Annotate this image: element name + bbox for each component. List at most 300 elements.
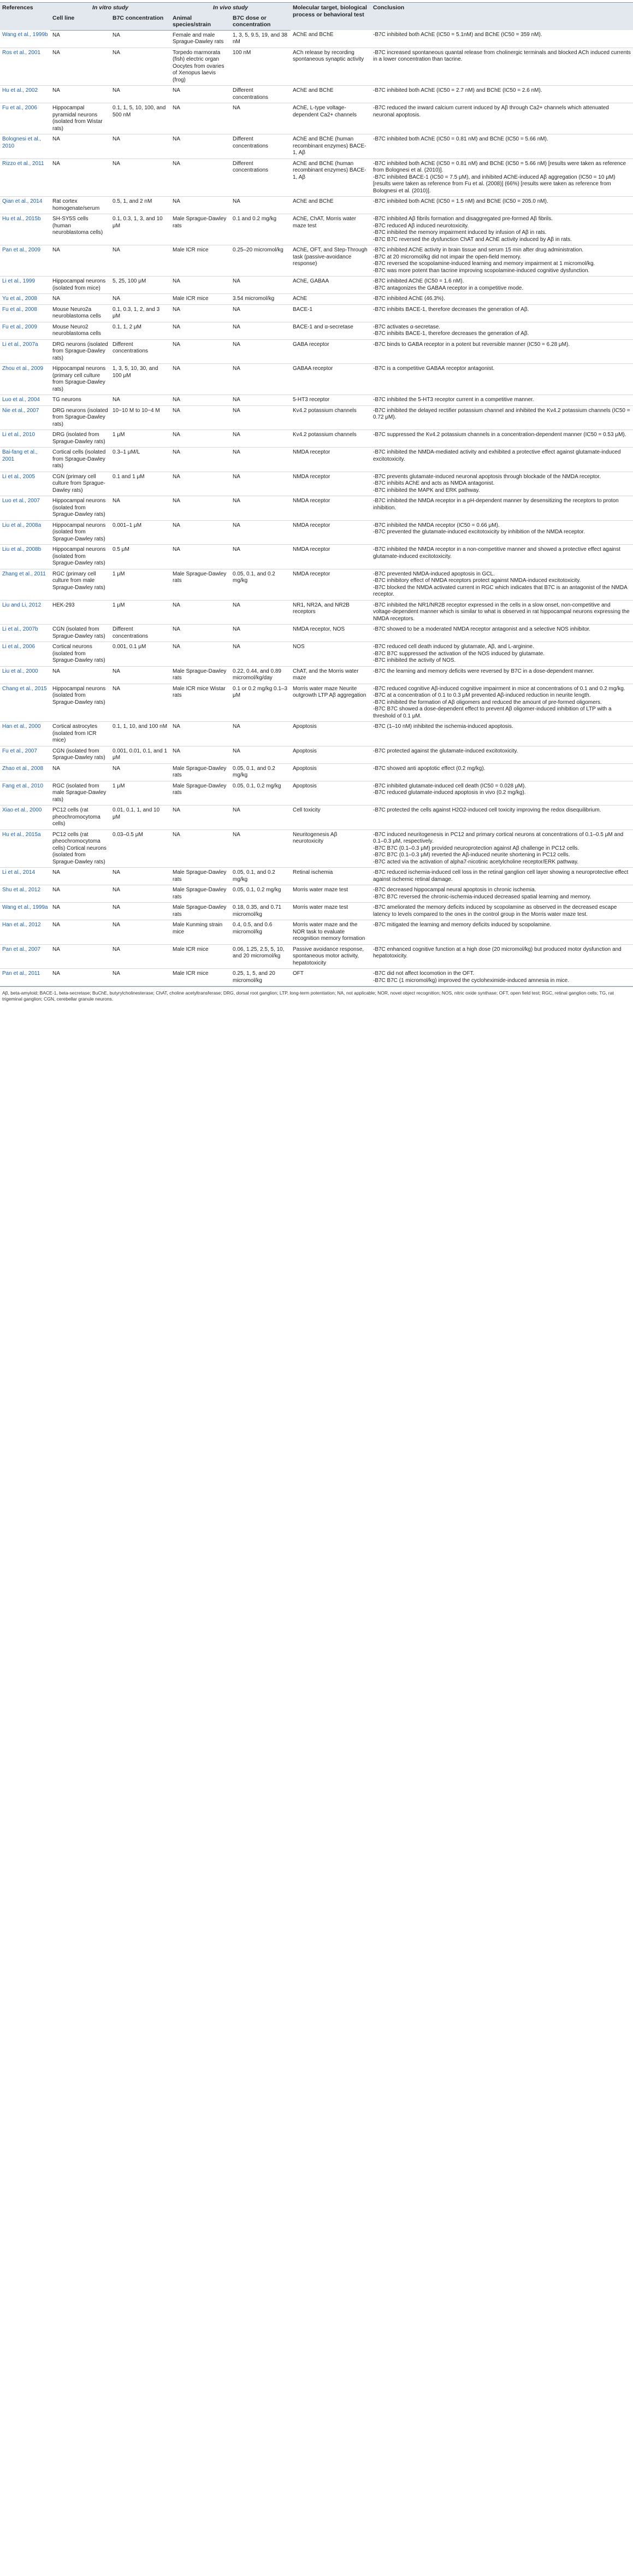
target-cell: Cell toxicity: [291, 805, 371, 830]
target-cell: AChE, ChAT, Morris water maze test: [291, 214, 371, 245]
cell-line-cell: NA: [50, 903, 110, 920]
reference-link[interactable]: Qian et al., 2014: [0, 197, 50, 214]
target-cell: OFT: [291, 969, 371, 986]
dose-cell: NA: [230, 339, 291, 364]
table-row: [0, 830, 633, 868]
reference-link[interactable]: Bolognesi et al., 2010: [0, 134, 50, 159]
table-row: [0, 722, 633, 746]
dose-cell: 0.1 or 0.2 mg/kg 0.1–3 μM: [230, 684, 291, 722]
conclusion-cell: -B7C inhibited both AChE (IC50 = 2.7 nM) and BChE (IC50 = 2.6 nM).: [371, 86, 633, 103]
table-row: [0, 805, 633, 830]
target-cell: ACh release by recording spontaneous synaptic activity: [291, 48, 371, 86]
table-row: [0, 277, 633, 294]
cell-line-cell: Hippocampal neurons (primary cell culture from Sprague-Dawley rats): [50, 364, 110, 395]
reference-link[interactable]: Bai-fang et al., 2001: [0, 448, 50, 472]
dose-cell: 0.22, 0.44, and 0.89 micromol/kg/day: [230, 666, 291, 684]
target-cell: AChE and BChE (human recombinant enzymes) BACE-1, Aβ: [291, 158, 371, 197]
conclusion-cell: -B7C inhibited AChE (IC50 = 1.6 nM). -B7C antagonizes the GABAA receptor in a competitive mode.: [371, 277, 633, 294]
table-row: [0, 746, 633, 763]
header-b7c-dose: B7C dose or concentration: [230, 13, 291, 31]
conclusion-cell: -B7C suppressed the Kv4.2 potassium channels in a concentration-dependent manner (IC50 = 0.53 μM).: [371, 430, 633, 448]
concentration-cell: 0.1 and 1 μM: [110, 472, 170, 496]
table-container: [0, 0, 633, 1004]
cell-line-cell: DRG neurons (isolated from Sprague-Dawley rats): [50, 405, 110, 430]
concentration-cell: 0.3–1 μM/L: [110, 448, 170, 472]
table-row: [0, 545, 633, 569]
cell-line-cell: NA: [50, 48, 110, 86]
dose-cell: 0.4, 0.5, and 0.6 micromol/kg: [230, 920, 291, 945]
reference-link[interactable]: Fu et al., 2007: [0, 746, 50, 763]
dose-cell: 100 nM: [230, 48, 291, 86]
concentration-cell: 0.1, 0.3, 1, 3, and 10 μM: [110, 214, 170, 245]
concentration-cell: 10−10 M to 10−4 M: [110, 405, 170, 430]
reference-link[interactable]: Zhao et al., 2008: [0, 763, 50, 781]
conclusion-cell: -B7C inhibited AChE activity in brain tissue and serum 15 min after drug administration. -B7C at 20 micromol/kg did not impair the open-field memory. -B7C reversed the scopolamine-induced learning and memory impairment at 1 micromol/kg. -B7C was more potent than tacrine improving scopolamine-induced cognitive dysfunction.: [371, 245, 633, 277]
conclusion-cell: -B7C mitigated the learning and memory deficits induced by scopolamine.: [371, 920, 633, 945]
target-cell: AChE, GABAA: [291, 277, 371, 294]
reference-link[interactable]: Hu et al., 2002: [0, 86, 50, 103]
animal-species-cell: NA: [170, 364, 230, 395]
header-in-vitro: In vitro study: [50, 3, 170, 13]
dose-cell: NA: [230, 103, 291, 134]
dose-cell: NA: [230, 430, 291, 448]
conclusion-cell: -B7C ameliorated the memory deficits induced by scopolamine as observed in the decreased escape latency to levels compared to the ones in the control group in the Morris water maze test.: [371, 903, 633, 920]
target-cell: Apoptosis: [291, 763, 371, 781]
reference-link[interactable]: Liu et al., 2008a: [0, 520, 50, 545]
reference-link[interactable]: Fang et al., 2010: [0, 781, 50, 805]
target-cell: Passive avoidance response, spontaneous motor activity, hepatotoxicity: [291, 944, 371, 969]
concentration-cell: NA: [110, 763, 170, 781]
target-cell: AChE: [291, 294, 371, 305]
animal-species-cell: NA: [170, 520, 230, 545]
concentration-cell: NA: [110, 684, 170, 722]
animal-species-cell: NA: [170, 86, 230, 103]
concentration-cell: NA: [110, 903, 170, 920]
reference-link[interactable]: Han et al., 2000: [0, 722, 50, 746]
conclusion-cell: -B7C activates α-secretase. -B7C inhibits BACE-1, therefore decreases the generation of Aβ.: [371, 322, 633, 339]
reference-link[interactable]: Chang et al., 2015: [0, 684, 50, 722]
animal-species-cell: NA: [170, 472, 230, 496]
reference-link[interactable]: Fu et al., 2006: [0, 103, 50, 134]
conclusion-cell: -B7C inhibited both AChE (IC50 = 0.81 nM) and BChE (IC50 = 5.66 nM).: [371, 134, 633, 159]
dose-cell: 0.05, 0.1, 0.2 mg/kg: [230, 781, 291, 805]
reference-link[interactable]: Li et al., 1999: [0, 277, 50, 294]
cell-line-cell: NA: [50, 920, 110, 945]
conclusion-cell: -B7C is a competitive GABAA receptor antagonist.: [371, 364, 633, 395]
concentration-cell: 1 μM: [110, 569, 170, 600]
concentration-cell: NA: [110, 496, 170, 521]
reference-link[interactable]: Xiao et al., 2000: [0, 805, 50, 830]
target-cell: Apoptosis: [291, 781, 371, 805]
conclusion-cell: -B7C protected against the glutamate-induced excitotoxicity.: [371, 746, 633, 763]
table-row: [0, 520, 633, 545]
table-row: [0, 448, 633, 472]
cell-line-cell: RGC (isolated from male Sprague-Dawley rats): [50, 781, 110, 805]
conclusion-cell: -B7C did not affect locomotion in the OFT. -B7C B7C (1 micromol/kg) improved the cycloheximide-induced amnesia in mice.: [371, 969, 633, 986]
table-row: [0, 944, 633, 969]
conclusion-cell: -B7C prevents glutamate-induced neuronal apoptosis through blockade of the NMDA receptor. -B7C inhibits AChE and acts as NMDA antagonist. -B7C inhibited the MAPK and ERK pathway.: [371, 472, 633, 496]
target-cell: 5-HT3 receptor: [291, 395, 371, 406]
concentration-cell: NA: [110, 245, 170, 277]
table-row: [0, 781, 633, 805]
dose-cell: NA: [230, 395, 291, 406]
table-row: [0, 364, 633, 395]
target-cell: Apoptosis: [291, 722, 371, 746]
dose-cell: NA: [230, 642, 291, 667]
dose-cell: 0.05, 0.1, 0.2 mg/kg: [230, 885, 291, 903]
cell-line-cell: NA: [50, 245, 110, 277]
cell-line-cell: NA: [50, 158, 110, 197]
reference-link[interactable]: Shu et al., 2012: [0, 885, 50, 903]
animal-species-cell: Male ICR mice: [170, 969, 230, 986]
concentration-cell: 0.001, 0.01, 0.1, and 1 μM: [110, 746, 170, 763]
concentration-cell: NA: [110, 48, 170, 86]
conclusion-cell: -B7C increased spontaneous quantal release from cholinergic terminals and blocked ACh induced currents in a lower concentration than tacrine.: [371, 48, 633, 86]
reference-link[interactable]: Hu et al., 2015b: [0, 214, 50, 245]
conclusion-cell: -B7C decreased hippocampal neural apoptosis in chronic ischemia. -B7C B7C reversed the chronic-ischemia-induced decreased spatial learning and memory.: [371, 885, 633, 903]
target-cell: Neuritogenesis Aβ neurotoxicity: [291, 830, 371, 868]
reference-link[interactable]: Luo et al., 2004: [0, 395, 50, 406]
dose-cell: 0.25–20 micromol/kg: [230, 245, 291, 277]
table-row: [0, 472, 633, 496]
target-cell: AChE and BChE: [291, 86, 371, 103]
table-row: [0, 885, 633, 903]
dose-cell: NA: [230, 277, 291, 294]
concentration-cell: 0.001–1 μM: [110, 520, 170, 545]
target-cell: NMDA receptor: [291, 472, 371, 496]
cell-line-cell: NA: [50, 763, 110, 781]
table-row: [0, 405, 633, 430]
animal-species-cell: NA: [170, 304, 230, 322]
animal-species-cell: Female and male Sprague-Dawley rats: [170, 30, 230, 48]
conclusion-cell: -B7C reduced cognitive Aβ-induced cognitive impairment in mice at concentrations of 0.1 and 0.2 mg/kg. -B7C at a concentration of 0.1 to 0.3 μM prevented Aβ-induced reduction in neurite length. -B7C inhibited the formation of Aβ oligomers and reduced the amount of pre-formed oligomers. -B7C B7C showed a dose-dependent effect to prevent Aβ oligomer-induced inhibition of LTP with a threshold of 0.1 μM.: [371, 684, 633, 722]
target-cell: ChAT, and the Morris water maze: [291, 666, 371, 684]
concentration-cell: NA: [110, 920, 170, 945]
target-cell: Kv4.2 potassium channels: [291, 405, 371, 430]
target-cell: AChE, L-type voltage-dependent Ca2+ channels: [291, 103, 371, 134]
table-row: [0, 684, 633, 722]
cell-line-cell: Cortical astrocytes (isolated from ICR mice): [50, 722, 110, 746]
reference-link[interactable]: Nie et al., 2007: [0, 405, 50, 430]
dose-cell: 1, 3, 5, 9.5, 19, and 38 nM: [230, 30, 291, 48]
target-cell: GABA receptor: [291, 339, 371, 364]
target-cell: NMDA receptor: [291, 520, 371, 545]
reference-link[interactable]: Li et al., 2010: [0, 430, 50, 448]
conclusion-cell: -B7C inhibited the delayed rectifier potassium channel and inhibited the Kv4.2 potassium channels (IC50 = 0.72 μM).: [371, 405, 633, 430]
cell-line-cell: Hippocampal neurons (isolated from Sprague-Dawley rats): [50, 520, 110, 545]
header-b7c-concentration: B7C concentration: [110, 13, 170, 31]
cell-line-cell: TG neurons: [50, 395, 110, 406]
conclusion-cell: -B7C induced neuritogenesis in PC12 and primary cortical neurons at concentrations of 0.1–0.5 μM and 0.1–0.3 μM, respectively. -B7C B7C (0.1–0.3 μM) provided neuroprotection against Aβ challenge in PC12 cells. -B7C B7C (0.1–0.3 μM) reverted the Aβ-induced neurite shortening in PC12 cells. -B7C acted via the activation of alpha7-nicotinic acetylcholine receptor/ERK pathway.: [371, 830, 633, 868]
header-references: References: [0, 3, 50, 31]
dose-cell: Different concentrations: [230, 86, 291, 103]
target-cell: Morris water maze and the NOR task to evaluate recognition memory formation: [291, 920, 371, 945]
table-row: [0, 569, 633, 600]
animal-species-cell: Male Sprague-Dawley rats: [170, 868, 230, 885]
table-row: [0, 339, 633, 364]
concentration-cell: NA: [110, 86, 170, 103]
animal-species-cell: Male Sprague-Dawley rats: [170, 763, 230, 781]
concentration-cell: Different concentrations: [110, 339, 170, 364]
concentration-cell: NA: [110, 158, 170, 197]
reference-link[interactable]: Wang et al., 1999b: [0, 30, 50, 48]
animal-species-cell: NA: [170, 642, 230, 667]
dose-cell: NA: [230, 364, 291, 395]
target-cell: GABAA receptor: [291, 364, 371, 395]
animal-species-cell: Male ICR mice Wistar rats: [170, 684, 230, 722]
table-row: [0, 969, 633, 986]
target-cell: NOS: [291, 642, 371, 667]
concentration-cell: 0.5 μM: [110, 545, 170, 569]
cell-line-cell: NA: [50, 666, 110, 684]
target-cell: Kv4.2 potassium channels: [291, 430, 371, 448]
animal-species-cell: NA: [170, 277, 230, 294]
cell-line-cell: Hippocampal neurons (isolated from Sprague-Dawley rats): [50, 496, 110, 521]
reference-link[interactable]: Li et al., 2014: [0, 868, 50, 885]
conclusion-cell: -B7C inhibited both AChE (IC50 = 5.1nM) and BChE (IC50 = 359 nM).: [371, 30, 633, 48]
concentration-cell: NA: [110, 666, 170, 684]
reference-link[interactable]: Liu and Li, 2012: [0, 600, 50, 625]
concentration-cell: 0.1, 0.3, 1, 2, and 3 μM: [110, 304, 170, 322]
conclusion-cell: -B7C reduced the inward calcium current induced by Aβ through Ca2+ channels which attenuated neuronal apoptosis.: [371, 103, 633, 134]
reference-link[interactable]: Li et al., 2007a: [0, 339, 50, 364]
animal-species-cell: Male ICR mice: [170, 245, 230, 277]
concentration-cell: 0.5, 1, and 2 nM: [110, 197, 170, 214]
table-row: [0, 430, 633, 448]
reference-link[interactable]: Zhou et al., 2009: [0, 364, 50, 395]
concentration-cell: 1 μM: [110, 600, 170, 625]
cell-line-cell: HEK-293: [50, 600, 110, 625]
dose-cell: NA: [230, 545, 291, 569]
table-row: [0, 48, 633, 86]
table-row: [0, 304, 633, 322]
reference-link[interactable]: Luo et al., 2007: [0, 496, 50, 521]
conclusion-cell: -B7C inhibited the NR1/NR2B receptor expressed in the cells in a slow onset, non-competitive and voltage-dependent manner which is similar to what is observed in rat hippocampal neurons expressing the NMDA receptors.: [371, 600, 633, 625]
conclusion-cell: -B7C prevented NMDA-induced apoptosis in GCL. -B7C inhibitory effect of NMDA receptors protect against NMDA-induced excitotoxicity. -B7C blocked the NMDA activated current in RGC which indicates that B7C is an antagonist of the NMDA receptor.: [371, 569, 633, 600]
cell-line-cell: Hippocampal neurons (isolated from mice): [50, 277, 110, 294]
reference-link[interactable]: Pan et al., 2009: [0, 245, 50, 277]
cell-line-cell: Cortical neurons (isolated from Sprague-Dawley rats): [50, 642, 110, 667]
cell-line-cell: NA: [50, 885, 110, 903]
dose-cell: NA: [230, 722, 291, 746]
table-row: [0, 197, 633, 214]
reference-link[interactable]: Han et al., 2012: [0, 920, 50, 945]
cell-line-cell: SH-SY5S cells (human neuroblastoma cells): [50, 214, 110, 245]
conclusion-cell: -B7C inhibited the NMDA receptor in a non-competitive manner and showed a protective effect against glutamate-induced excitotoxicity.: [371, 545, 633, 569]
conclusion-cell: -B7C (1–10 nM) inhibited the ischemia-induced apoptosis.: [371, 722, 633, 746]
reference-link[interactable]: Liu et al., 2008b: [0, 545, 50, 569]
concentration-cell: NA: [110, 134, 170, 159]
reference-link[interactable]: Hu et al., 2015a: [0, 830, 50, 868]
table-header: [0, 3, 633, 31]
target-cell: BACE-1 and α-secretase: [291, 322, 371, 339]
animal-species-cell: NA: [170, 545, 230, 569]
table-row: [0, 245, 633, 277]
dose-cell: Different concentrations: [230, 134, 291, 159]
target-cell: BACE-1: [291, 304, 371, 322]
animal-species-cell: NA: [170, 405, 230, 430]
table-row: [0, 103, 633, 134]
animal-species-cell: NA: [170, 600, 230, 625]
reference-link[interactable]: Fu et al., 2008: [0, 304, 50, 322]
animal-species-cell: NA: [170, 395, 230, 406]
animal-species-cell: NA: [170, 448, 230, 472]
b7c-studies-table: [0, 2, 633, 986]
animal-species-cell: NA: [170, 134, 230, 159]
dose-cell: 0.25, 1, 5, and 20 micromol/kg: [230, 969, 291, 986]
animal-species-cell: Male Sprague-Dawley rats: [170, 781, 230, 805]
dose-cell: NA: [230, 520, 291, 545]
cell-line-cell: Cortical cells (isolated from Sprague-Dawley rats): [50, 448, 110, 472]
table-row: [0, 920, 633, 945]
dose-cell: NA: [230, 746, 291, 763]
reference-link[interactable]: Yu et al., 2008: [0, 294, 50, 305]
cell-line-cell: DRG (isolated from Sprague-Dawley rats): [50, 430, 110, 448]
table-row: [0, 496, 633, 521]
target-cell: NR1, NR2A, and NR2B receptors: [291, 600, 371, 625]
dose-cell: 0.06, 1.25, 2.5, 5, 10, and 20 micromol/kg: [230, 944, 291, 969]
reference-link[interactable]: Pan et al., 2007: [0, 944, 50, 969]
cell-line-cell: NA: [50, 294, 110, 305]
cell-line-cell: CGN (isolated from Sprague-Dawley rats): [50, 746, 110, 763]
animal-species-cell: NA: [170, 430, 230, 448]
animal-species-cell: Male ICR mice: [170, 944, 230, 969]
reference-link[interactable]: Li et al., 2005: [0, 472, 50, 496]
animal-species-cell: NA: [170, 322, 230, 339]
animal-species-cell: NA: [170, 339, 230, 364]
concentration-cell: Different concentrations: [110, 625, 170, 642]
animal-species-cell: NA: [170, 103, 230, 134]
cell-line-cell: NA: [50, 868, 110, 885]
conclusion-cell: -B7C showed to be a moderated NMDA receptor antagonist and a selective NOS inhibitor.: [371, 625, 633, 642]
reference-link[interactable]: Fu et al., 2009: [0, 322, 50, 339]
header-target: Molecular target, biological process or behavioral test: [291, 3, 371, 31]
table-row: [0, 30, 633, 48]
cell-line-cell: NA: [50, 86, 110, 103]
header-conclusion: Conclusion: [371, 3, 633, 31]
dose-cell: 0.05, 0.1, and 0.2 mg/kg: [230, 763, 291, 781]
target-cell: NMDA receptor: [291, 545, 371, 569]
animal-species-cell: Male Sprague-Dawley rats: [170, 214, 230, 245]
concentration-cell: NA: [110, 395, 170, 406]
table-row: [0, 395, 633, 406]
table-row: [0, 868, 633, 885]
conclusion-cell: -B7C inhibited AChE (46.3%).: [371, 294, 633, 305]
animal-species-cell: Male Sprague-Dawley rats: [170, 885, 230, 903]
reference-link[interactable]: Li et al., 2007b: [0, 625, 50, 642]
concentration-cell: 1, 3, 5, 10, 30, and 100 μM: [110, 364, 170, 395]
animal-species-cell: NA: [170, 158, 230, 197]
concentration-cell: 0.03–0.5 μM: [110, 830, 170, 868]
concentration-cell: NA: [110, 868, 170, 885]
table-row: [0, 903, 633, 920]
conclusion-cell: -B7C inhibited the NMDA receptor in a pH-dependent manner by desensitizing the receptors to proton inhibition.: [371, 496, 633, 521]
cell-line-cell: Hippocampal neurons (isolated from Sprague-Dawley rats): [50, 684, 110, 722]
target-cell: AChE and BChE: [291, 30, 371, 48]
concentration-cell: NA: [110, 969, 170, 986]
animal-species-cell: Male Sprague-Dawley rats: [170, 903, 230, 920]
header-cell-line: Cell line: [50, 13, 110, 31]
cell-line-cell: NA: [50, 134, 110, 159]
animal-species-cell: Male Sprague-Dawley rats: [170, 666, 230, 684]
table-footnote: Aβ, beta-amyloid; BACE-1, beta-secretase; BuChE, butyrylcholinesterase; ChAT, choline acetyltransferase; DRG, dorsal root ganglion; LTP, long-term potentiation; NA, not applicable; NOR, novel object recognition; NOS, nitric oxide synthase; OFT, open field test; RGC, retinal ganglion cells; TG, rat trigeminal ganglion; CGN, cerebellar granule neurons.: [0, 986, 633, 1004]
target-cell: NMDA receptor: [291, 448, 371, 472]
reference-link[interactable]: Wang et al., 1999a: [0, 903, 50, 920]
header-in-vivo: In vivo study: [170, 3, 291, 13]
dose-cell: NA: [230, 600, 291, 625]
reference-link[interactable]: Ros et al., 2001: [0, 48, 50, 86]
conclusion-cell: -B7C reduced ischemia-induced cell loss in the retinal ganglion cell layer showing a neuroprotective effect against ischemic retinal damage.: [371, 868, 633, 885]
target-cell: AChE, OFT, and Step-Through task (passive-avoidance response): [291, 245, 371, 277]
dose-cell: NA: [230, 322, 291, 339]
table-row: [0, 642, 633, 667]
conclusion-cell: -B7C inhibits BACE-1, therefore decreases the generation of Aβ.: [371, 304, 633, 322]
cell-line-cell: DRG neurons (isolated from Sprague-Dawley rats): [50, 339, 110, 364]
dose-cell: NA: [230, 448, 291, 472]
reference-link[interactable]: Rizzo et al., 2011: [0, 158, 50, 197]
table-row: [0, 134, 633, 159]
target-cell: Apoptosis: [291, 746, 371, 763]
conclusion-cell: -B7C reduced cell death induced by glutamate, Aβ, and L-arginine. -B7C B7C suppressed the activation of the NOS induced by glutamate. -B7C inhibited the activity of NOS.: [371, 642, 633, 667]
conclusion-cell: -B7C inhibited both AChE (IC50 = 0.81 nM) and BChE (IC50 = 5.66 nM) [results were taken as reference from Bolognesi et al. (2010)]. -B7C inhibited BACE-1 (IC50 = 7.5 μM), and inhibited AChE-induced Aβ aggregation (IC50 = 10 μM) [results were taken as reference from Fu et al. (2008)] (66%) [results were taken as reference from Bolognesi et al. (2010)].: [371, 158, 633, 197]
cell-line-cell: NA: [50, 30, 110, 48]
concentration-cell: 5, 25, 100 μM: [110, 277, 170, 294]
table-row: [0, 763, 633, 781]
cell-line-cell: CGN (isolated from Sprague-Dawley rats): [50, 625, 110, 642]
cell-line-cell: NA: [50, 969, 110, 986]
animal-species-cell: NA: [170, 746, 230, 763]
dose-cell: 3.54 micromol/kg: [230, 294, 291, 305]
conclusion-cell: -B7C inhibited the NMDA-mediated activity and exhibited a protective effect against glutamate-induced excitotoxicity.: [371, 448, 633, 472]
reference-link[interactable]: Liu et al., 2000: [0, 666, 50, 684]
header-animal-species: Animal species/strain: [170, 13, 230, 31]
conclusion-cell: -B7C the learning and memory deficits were reversed by B7C in a dose-dependent manner.: [371, 666, 633, 684]
cell-line-cell: Mouse Neuro2 neuroblastoma cells: [50, 322, 110, 339]
conclusion-cell: -B7C inhibited Aβ fibrils formation and disaggregated pre-formed Aβ fibrils. -B7C reduced Aβ induced neurotoxicity. -B7C inhibited the memory impairment induced by infusion of Aβ in rats. -B7C B7C reversed the dysfunction ChAT and AChE activity induced by Aβ in rats.: [371, 214, 633, 245]
conclusion-cell: -B7C inhibited the NMDA receptor (IC50 = 0.66 μM). -B7C prevented the glutamate-induced excitotoxicity by inhibition of the NMDA receptor.: [371, 520, 633, 545]
dose-cell: NA: [230, 496, 291, 521]
animal-species-cell: NA: [170, 197, 230, 214]
table-row: [0, 666, 633, 684]
concentration-cell: NA: [110, 294, 170, 305]
dose-cell: NA: [230, 472, 291, 496]
target-cell: NMDA receptor, NOS: [291, 625, 371, 642]
dose-cell: Different concentrations: [230, 158, 291, 197]
concentration-cell: 0.1, 1, 5, 10, 100, and 500 nM: [110, 103, 170, 134]
cell-line-cell: Mouse Neuro2a neuroblastoma cells: [50, 304, 110, 322]
reference-link[interactable]: Zhang et al., 2011: [0, 569, 50, 600]
dose-cell: 0.1 and 0.2 mg/kg: [230, 214, 291, 245]
concentration-cell: NA: [110, 944, 170, 969]
target-cell: NMDA receptor: [291, 569, 371, 600]
dose-cell: 0.05, 0.1, and 0.2 mg/kg: [230, 868, 291, 885]
dose-cell: NA: [230, 197, 291, 214]
reference-link[interactable]: Pan et al., 2011: [0, 969, 50, 986]
concentration-cell: NA: [110, 30, 170, 48]
dose-cell: NA: [230, 805, 291, 830]
concentration-cell: 1 μM: [110, 430, 170, 448]
animal-species-cell: NA: [170, 625, 230, 642]
cell-line-cell: PC12 cells (rat pheochromocytoma cells): [50, 805, 110, 830]
dose-cell: 0.05, 0.1, and 0.2 mg/kg: [230, 569, 291, 600]
concentration-cell: NA: [110, 885, 170, 903]
animal-species-cell: Torpedo marmorata (fish) electric organ Oocytes from ovaries of Xenopus laevis (frog): [170, 48, 230, 86]
conclusion-cell: -B7C binds to GABA receptor in a potent but reversible manner (IC50 = 6.28 μM).: [371, 339, 633, 364]
reference-link[interactable]: Li et al., 2006: [0, 642, 50, 667]
target-cell: NMDA receptor: [291, 496, 371, 521]
concentration-cell: 1 μM: [110, 781, 170, 805]
cell-line-cell: Hippocampal neurons (isolated from Sprague-Dawley rats): [50, 545, 110, 569]
